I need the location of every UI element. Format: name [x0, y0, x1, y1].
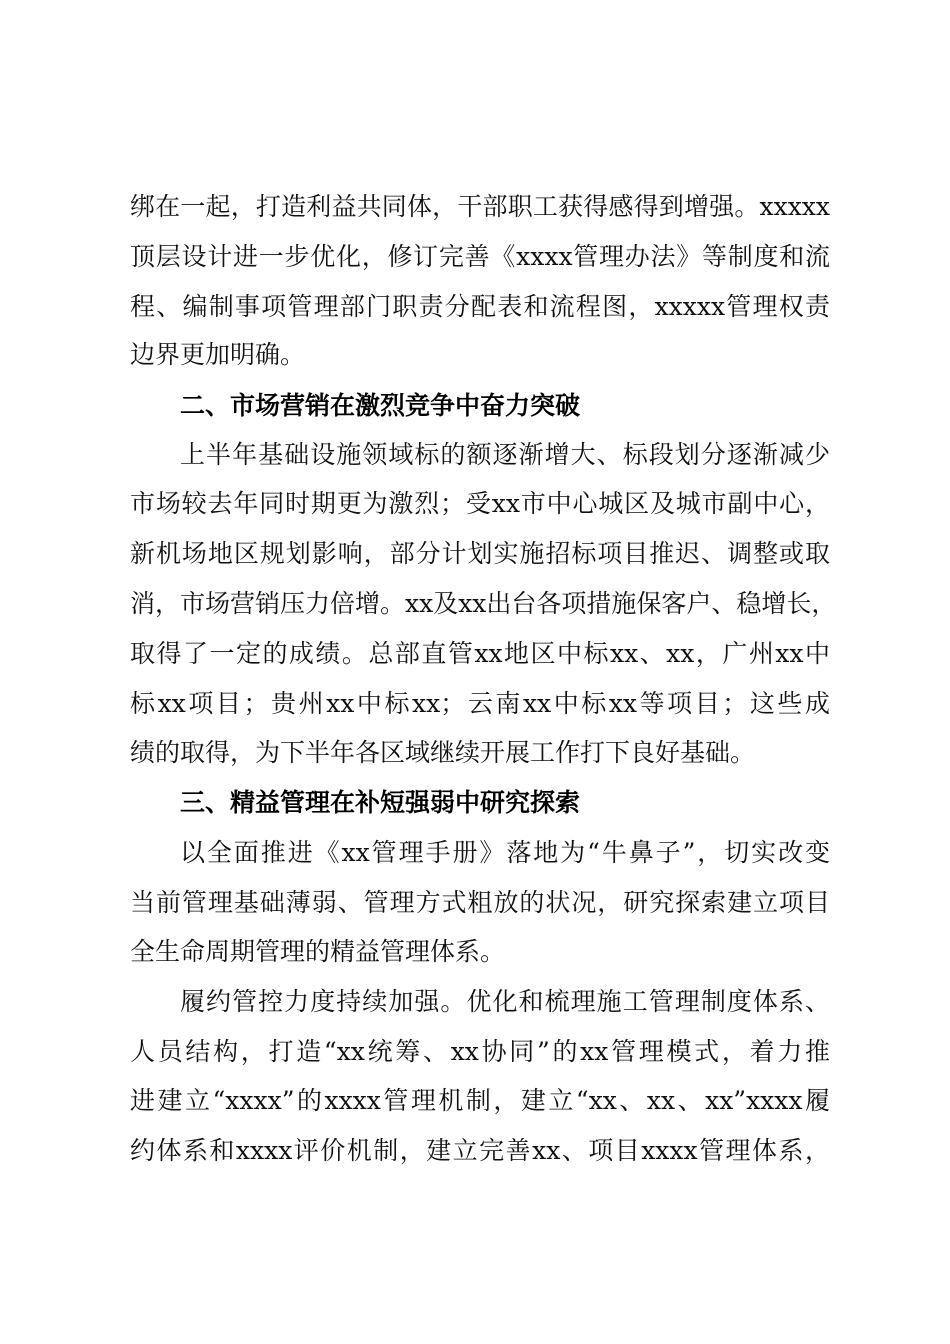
body-text-line: 当前管理基础薄弱、管理方式粗放的状况，研究探索建立项目 [130, 888, 830, 917]
body-text-line: 全生命周期管理的精益管理体系。 [130, 937, 506, 966]
body-text-line: 约体系和xxxx评价机制，建立完善xx、项目xxxx管理体系， [130, 1136, 830, 1165]
body-text-line: 市场较去年同时期更为激烈；受xx市中心城区及城市副中心， [130, 489, 830, 518]
body-text-line: 消，市场营销压力倍增。xx及xx出台各项措施保客户、稳增长， [130, 589, 837, 618]
body-text-line: 标xx项目；贵州xx中标xx；云南xx中标xx等项目；这些成 [130, 689, 830, 718]
section-heading: 二、市场营销在激烈竞争中奋力突破 [180, 391, 581, 420]
body-text-line: 边界更加明确。 [130, 340, 306, 369]
body-text-line: 进建立“xxxx”的xxxx管理机制，建立“xx、xx、xx”xxxx履 [130, 1086, 830, 1115]
body-text-line: 程、编制事项管理部门职责分配表和流程图，xxxxx管理权责 [130, 292, 830, 321]
section-heading: 三、精益管理在补短强弱中研究探索 [180, 788, 581, 817]
body-text-line: 绑在一起，打造利益共同体，干部职工获得感得到增强。xxxxx [130, 192, 830, 221]
body-text-line: 顶层设计进一步优化，修订完善《xxxx管理办法》等制度和流 [130, 242, 830, 271]
body-text-line: 以全面推进《xx管理手册》落地为“牛鼻子”，切实改变 [180, 838, 830, 867]
body-text-line: 新机场地区规划影响，部分计划实施招标项目推迟、调整或取 [130, 539, 830, 568]
body-text-line: 绩的取得，为下半年各区域继续开展工作打下良好基础。 [130, 738, 756, 767]
body-text-line: 人员结构，打造“xx统筹、xx协同”的xx管理模式，着力推 [130, 1037, 830, 1066]
body-text-line: 履约管控力度持续加强。优化和梳理施工管理制度体系、 [180, 987, 830, 1016]
body-text-line: 取得了一定的成绩。总部直管xx地区中标xx、xx，广州xx中 [130, 639, 830, 668]
body-text-line: 上半年基础设施领域标的额逐渐增大、标段划分逐渐减少 [180, 440, 830, 469]
